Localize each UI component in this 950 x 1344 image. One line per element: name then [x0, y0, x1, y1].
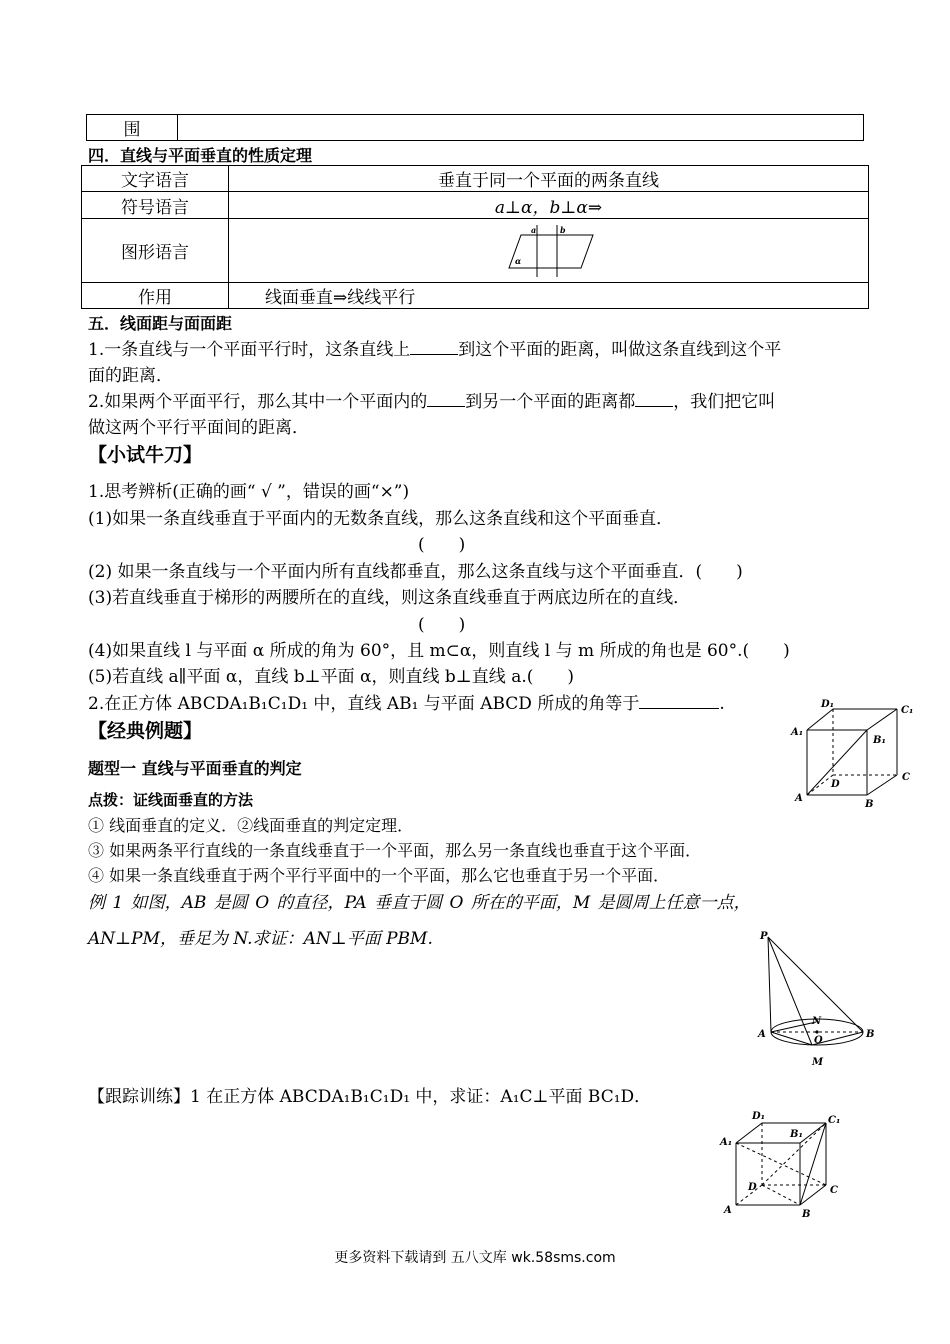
trial-item-3-paren: ( )	[418, 615, 466, 635]
type1-title: 题型一 直线与平面垂直的判定	[88, 759, 302, 778]
cube2-label-C: C	[830, 1185, 838, 1196]
cube2-label-D: D	[748, 1182, 757, 1193]
examples-heading: 【经典例题】	[88, 720, 203, 742]
trial-item-1: (1)如果一条直线垂直于平面内的无数条直线，那么这条直线和这个平面垂直．	[88, 509, 674, 529]
cube-figure-1	[785, 695, 920, 813]
cube2-label-C1: C₁	[828, 1115, 841, 1126]
row-symbol-label: 符号语言	[82, 192, 229, 219]
trial-q1-intro: 1.思考辨析(正确的画“ √ ”，错误的画“×”)	[88, 482, 410, 502]
cone-label-M: M	[812, 1057, 824, 1068]
blank-2	[427, 392, 465, 407]
trial-item-3: (3)若直线垂直于梯形的两腰所在的直线，则这条直线垂直于两底边所在的直线．	[88, 588, 691, 608]
top-table	[86, 114, 864, 141]
label-alpha: α	[514, 255, 521, 266]
row-text-label: 文字语言	[82, 166, 229, 192]
cone-label-A: A	[758, 1029, 766, 1040]
cube1-label-C: C	[902, 772, 910, 783]
section5-p1-line1: 1.一条直线与一个平面平行时，这条直线上 到这个平面的距离，叫做这条直线到这个平	[88, 340, 782, 360]
row-text-value: 垂直于同一个平面的两条直线	[229, 166, 869, 192]
row-figure-cell	[229, 219, 869, 283]
trial-q2: 2.在正方体 ABCDA₁B₁C₁D₁ 中，直线 AB₁ 与平面 ABCD 所成的角等于 .	[88, 694, 725, 714]
top-table-label: 围	[87, 115, 178, 141]
cube1-label-D: D	[831, 779, 840, 790]
cone-label-O: O	[814, 1035, 823, 1046]
tip-2: ③ 如果两条平行直线的一条直线垂直于一个平面，那么另一条直线也垂直于这个平面．	[88, 841, 702, 860]
trial-item-5: (5)若直线 a∥平面 α，直线 b⊥平面 α，则直线 b⊥直线 a.( )	[88, 667, 574, 687]
cube1-label-D1: D₁	[821, 699, 835, 710]
cube2-label-A1: A₁	[720, 1137, 733, 1148]
blank-4	[639, 694, 719, 709]
trial-item-1-paren: ( )	[418, 535, 466, 555]
cube-figure-2	[718, 1105, 848, 1220]
row-symbol-value: a⊥α，b⊥α⇒	[229, 192, 869, 219]
property-table	[81, 165, 869, 309]
footer-text: 更多资料下载请到 五八文库 wk.58sms.com	[334, 1250, 616, 1266]
trial-item-2: (2) 如果一条直线与一个平面内所有直线都垂直，那么这条直线与这个平面垂直．( )	[88, 562, 743, 582]
blank-3	[635, 392, 673, 407]
section5-p2-line2: 做这两个平行平面间的距离．	[88, 418, 309, 438]
cube2-label-B1: B₁	[790, 1129, 803, 1140]
cube2-label-A: A	[724, 1205, 732, 1216]
row-figure-label: 图形语言	[82, 219, 229, 283]
cone-label-B: B	[866, 1029, 875, 1040]
cube1-label-B: B	[865, 799, 874, 810]
cone-label-P: P	[760, 931, 768, 942]
cone-label-N: N	[812, 1016, 822, 1027]
cone-figure	[750, 925, 885, 1070]
example1-line2: AN⊥PM，垂足为 N.求证：AN⊥平面 PBM.	[88, 929, 433, 949]
tip-3: ④ 如果一条直线垂直于两个平行平面中的一个平面，那么它也垂直于另一个平面．	[88, 866, 670, 885]
cube1-label-A1: A₁	[791, 727, 804, 738]
example1-line1: 例 1 如图，AB 是圆 O 的直径，PA 垂直于圆 O 所在的平面，M 是圆周上任意一点，	[88, 893, 751, 913]
row-use-label: 作用	[82, 283, 229, 309]
section5-p2-line1: 2.如果两个平面平行，那么其中一个平面内的 到另一个平面的距离都 ，我们把它叫	[88, 392, 776, 412]
row-use-value: 线面垂直⇒线线平行	[229, 283, 869, 309]
section4-title: 四．直线与平面垂直的性质定理	[88, 146, 313, 165]
label-a: a	[530, 224, 536, 235]
cube2-label-B: B	[802, 1209, 811, 1220]
parallel-lines-figure	[499, 223, 599, 279]
section5-title: 五．线面距与面面距	[88, 314, 233, 333]
cube1-label-A: A	[795, 793, 803, 804]
cube2-label-D1: D₁	[752, 1111, 766, 1122]
tip-title: 点拨：证线面垂直的方法	[88, 791, 254, 809]
trial-heading: 【小试牛刀】	[88, 444, 203, 466]
label-b: b	[559, 224, 566, 235]
trial-item-4: (4)如果直线 l 与平面 α 所成的角为 60°，且 m⊂α，则直线 l 与 m 所成的角也是 60°.( )	[88, 641, 790, 661]
cube1-label-C1: C₁	[901, 705, 914, 716]
section5-p1-line2: 面的距离．	[88, 366, 173, 386]
follow-training: 【跟踪训练】1 在正方体 ABCDA₁B₁C₁D₁ 中，求证：A₁C⊥平面 BC₁D．	[88, 1087, 652, 1107]
cube1-label-B1: B₁	[873, 735, 886, 746]
top-table-value	[178, 115, 864, 141]
tip-1: ① 线面垂直的定义．②线面垂直的判定定理．	[88, 816, 414, 835]
blank-1	[410, 340, 458, 355]
